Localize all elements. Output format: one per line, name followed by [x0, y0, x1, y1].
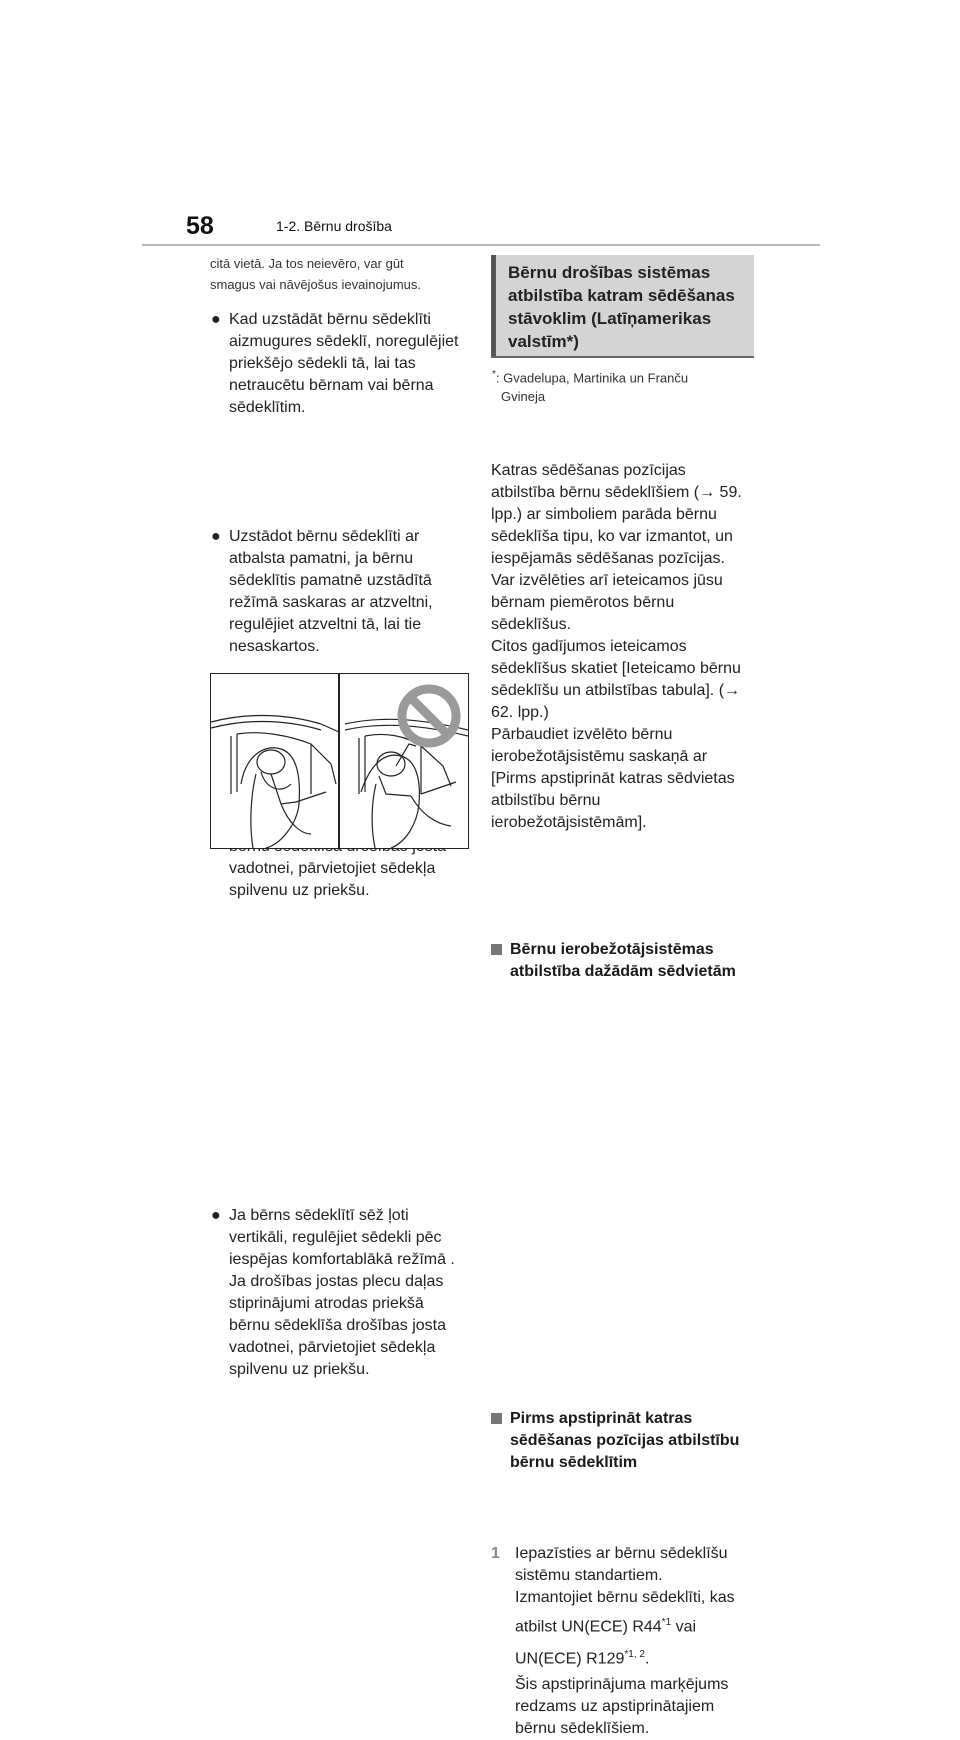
subheading-line: Bērnu ierobežotājsistēmas [510, 941, 714, 958]
step-line: Šis apstiprinājuma marķējums [515, 1675, 729, 1693]
text-line: bērnam piemērotos bērnu [491, 594, 675, 611]
bullet-line: spilvenu uz priekšu. [229, 1361, 370, 1378]
bullet-icon: ● [211, 1207, 221, 1224]
step-line: Izmantojiet bērnu sēdeklīti, kas [515, 1589, 735, 1606]
footnote-mark: * [492, 369, 496, 380]
bullet-item [211, 1205, 489, 1381]
bullet-line: aizmugures sēdeklī, noregulējiet [229, 333, 459, 350]
text-line: sēdeklīšus skatiet [Ieteicamo bērnu [491, 660, 741, 677]
bullet-line: stiprinājumi atrodas priekšā [229, 1295, 424, 1312]
subheading-line: Pirms apstiprināt katras [510, 1410, 693, 1427]
step-line: bērnu sēdeklīšiem. [515, 1719, 650, 1737]
bullet-line: bērnu sēdeklīša drošības josta [229, 1317, 447, 1334]
step-line: Iepazīsties ar bērnu sēdeklīšu [515, 1545, 728, 1562]
bullet-line: režīmā saskaras ar atzveltni, [229, 594, 433, 611]
bullet-line: vadotnei, pārvietojiet sēdekļa [229, 1339, 436, 1356]
bullet-line: Uzstādot bērnu sēdeklīti ar [229, 528, 420, 545]
bullet-icon: ● [211, 528, 221, 545]
text-line: Var izvēlēties arī ieteicamos jūsu [491, 572, 723, 589]
bullet-line: vertikāli, regulējiet sēdekli pēc [229, 1229, 442, 1246]
bullet-line: Ja bērns sēdeklītī sēž ļoti [229, 1207, 409, 1224]
car-seat-diagram [211, 674, 468, 848]
step-line: sistēmu standartiem. [515, 1567, 663, 1584]
square-bullet-icon [491, 1413, 502, 1424]
footnote [492, 365, 752, 406]
text-line: sēdeklīša tipu, ko var izmantot, un [491, 528, 733, 545]
heading-line: stāvoklim (Latīņamerikas [508, 309, 712, 328]
step-line: redzams uz apstiprinātajiem [515, 1697, 715, 1715]
step-line: UN(ECE) R129$^{*1, 2}$. [515, 1649, 650, 1668]
bullet-line: iespējas komfortablākā režīmā . [229, 1251, 455, 1268]
subheading-line: atbilstība dažādām sēdvietām [510, 963, 736, 980]
step-item [491, 1543, 777, 1740]
bullet-line: regulējiet atzveltni tā, lai tie [229, 616, 422, 633]
square-bullet-icon [491, 944, 502, 955]
bullet-line: Kad uzstādāt bērnu sēdeklīti [229, 311, 431, 328]
footnote-line: Gvineja [501, 389, 546, 405]
subsection-heading [491, 939, 770, 983]
bullet-line: netraucētu bērnam vai bērna [229, 377, 434, 394]
bullet-line: spilvenu uz priekšu. [229, 882, 370, 899]
heading-line: atbilstība katram sēdēšanas [508, 286, 735, 305]
subsection-heading [491, 1408, 772, 1474]
footnote-line: : Gvadelupa, Martinika un Franču [495, 370, 689, 386]
intro-line: smagus vai nāvējošus ievainojumus. [210, 277, 421, 292]
text-line: sēdeklīšu un atbilstības tabula]. (→ [491, 682, 741, 699]
text-line: atbilstība bērnu sēdeklīšiem (→ 59. [491, 484, 742, 501]
text-line: ierobežotājsistēmām]. [491, 814, 647, 831]
bullet-line: nesaskartos. [229, 638, 320, 655]
prohibition-icon [402, 689, 456, 743]
page-number: 58 [186, 212, 214, 240]
step-line: atbilst UN(ECE) R44$^{*1}$ vai [515, 1617, 697, 1636]
bullet-line: vadotnei, pārvietojiet sēdekļa [229, 860, 436, 877]
bullet-line: Ja drošības jostas plecu daļas [229, 1273, 444, 1290]
section-title: 1-2. Bērnu drošība [276, 218, 392, 234]
text-line: [Pirms apstiprināt katras sēdvietas [491, 770, 735, 787]
text-line: Katras sēdēšanas pozīcijas [491, 462, 686, 479]
bullet-line: atbalsta pamatni, ja bērnu [229, 550, 414, 567]
text-line: atbilstību bērnu [491, 792, 601, 809]
intro-line: citā vietā. Ja tos neievēro, var gūt [210, 256, 404, 271]
heading-line: Bērnu drošības sistēmas [508, 263, 711, 282]
heading-underline [491, 356, 754, 358]
text-line: Pārbaudiet izvēlēto bērnu [491, 726, 673, 743]
paragraph [491, 460, 753, 834]
seat-adjustment-illustration [210, 673, 469, 849]
bullet-icon: ● [211, 311, 221, 328]
text-line: 62. lpp.) [491, 704, 549, 721]
subheading-line: sēdēšanas pozīcijas atbilstību [510, 1432, 740, 1449]
text-line: iespējamās sēdēšanas pozīcijas. [491, 550, 725, 567]
bullet-item [211, 309, 489, 419]
bullet-line: priekšējo sēdekli tā, lai tas [229, 355, 416, 372]
bullet-item [211, 526, 489, 658]
step-number: 1 [491, 1545, 500, 1562]
intro-text [210, 253, 470, 295]
header-divider [142, 244, 820, 246]
text-line: sēdeklīšus. [491, 616, 572, 633]
bullet-line: sēdeklītim. [229, 399, 306, 416]
subheading-line: bērnu sēdeklītim [510, 1454, 638, 1471]
text-line: lpp.) ar simboliem parāda bērnu [491, 506, 717, 523]
heading-line: valstīm*) [508, 332, 579, 351]
text-line: Citos gadījumos ieteicamos [491, 638, 687, 655]
bullet-line: sēdeklītis pamatnē uzstādītā [229, 572, 432, 589]
section-heading-box [491, 255, 754, 358]
text-line: ierobežotājsistēmu saskaņā ar [491, 748, 708, 765]
section-heading [508, 261, 748, 353]
